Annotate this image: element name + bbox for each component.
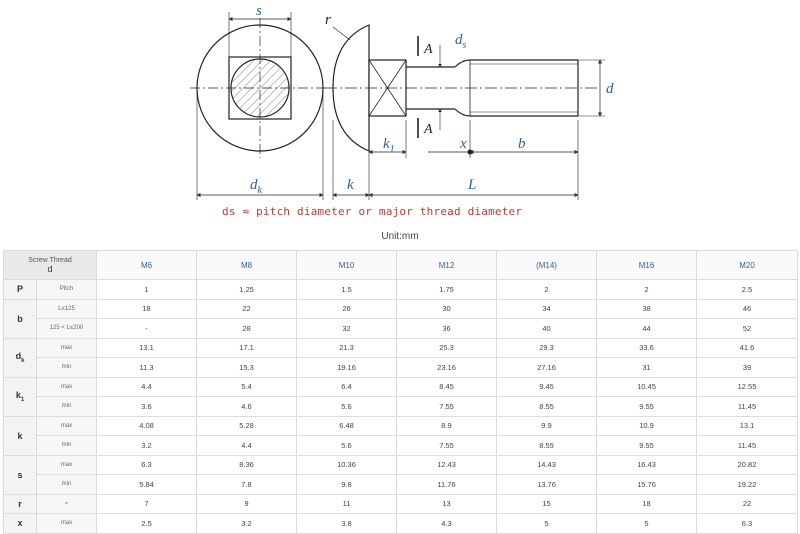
value-cell: 3.2 [197, 514, 297, 534]
value-cell: 26 [297, 299, 397, 319]
value-cell: 46 [697, 299, 798, 319]
spec-table [3, 250, 798, 534]
dimension-symbol: x [4, 514, 37, 534]
dimension-symbol: $k_1$ [4, 377, 37, 416]
size-header: (M14) [497, 251, 597, 280]
condition-cell: min [37, 436, 97, 456]
table-row [4, 514, 798, 534]
value-cell: 33.6 [597, 338, 697, 358]
side-view [325, 25, 605, 200]
value-cell: 16.43 [597, 455, 697, 475]
size-header: M20 [697, 251, 798, 280]
table-row [4, 436, 798, 456]
value-cell: 20.82 [697, 455, 798, 475]
value-cell: 3.2 [97, 436, 197, 456]
condition-cell: max [37, 455, 97, 475]
table-row [4, 455, 798, 475]
value-cell: 1.75 [397, 280, 497, 300]
value-cell: 9 [197, 494, 297, 514]
value-cell: 5.28 [197, 416, 297, 436]
dimension-symbol: P [4, 280, 37, 300]
value-cell: 9.9 [497, 416, 597, 436]
value-cell: 23.16 [397, 358, 497, 378]
table-row [4, 319, 798, 339]
carriage-bolt-drawing [0, 0, 800, 228]
condition-cell: L≤125 [37, 299, 97, 319]
table-header-row [4, 251, 798, 280]
value-cell: 4.4 [97, 377, 197, 397]
value-cell: 44 [597, 319, 697, 339]
value-cell: 2.5 [97, 514, 197, 534]
value-cell: 5.6 [297, 436, 397, 456]
value-cell: 8.36 [197, 455, 297, 475]
value-cell: 1.5 [297, 280, 397, 300]
table-row [4, 358, 798, 378]
value-cell: 22 [197, 299, 297, 319]
dimension-symbol: r [4, 494, 37, 514]
value-cell: 38 [597, 299, 697, 319]
value-cell: 7 [97, 494, 197, 514]
value-cell: 2 [497, 280, 597, 300]
value-cell: 9.8 [297, 475, 397, 495]
value-cell: 27.16 [497, 358, 597, 378]
value-cell: 13.76 [497, 475, 597, 495]
value-cell: 3.6 [97, 397, 197, 417]
value-cell: 15.76 [597, 475, 697, 495]
value-cell: 5.6 [297, 397, 397, 417]
condition-cell: max [37, 338, 97, 358]
x-point-marker [468, 150, 473, 155]
table-row [4, 299, 798, 319]
value-cell: 1.25 [197, 280, 297, 300]
value-cell: 5 [497, 514, 597, 534]
table-row [4, 494, 798, 514]
value-cell: 6.4 [297, 377, 397, 397]
table-row [4, 280, 798, 300]
value-cell: 25.3 [397, 338, 497, 358]
label-x: x [460, 136, 467, 152]
value-cell: 8.9 [397, 416, 497, 436]
value-cell: 8.55 [497, 397, 597, 417]
dimension-symbol: $d_k$ [4, 338, 37, 377]
screw-thread-header: Screw Thread d [4, 251, 97, 280]
unit-label: Unit:mm [381, 231, 419, 242]
table-row [4, 397, 798, 417]
value-cell: 6.3 [97, 455, 197, 475]
value-cell: 13.1 [97, 338, 197, 358]
dimension-symbol: k [4, 416, 37, 455]
label-ds: $d_s$ [455, 32, 467, 51]
value-cell: 4.6 [197, 397, 297, 417]
value-cell: 28 [197, 319, 297, 339]
value-cell: 13 [397, 494, 497, 514]
label-a-bottom: A [424, 122, 433, 137]
value-cell: 29.3 [497, 338, 597, 358]
value-cell: 10.9 [597, 416, 697, 436]
label-a-top: A [424, 42, 433, 57]
condition-cell: max [37, 514, 97, 534]
condition-cell: 125 < L≤200 [37, 319, 97, 339]
label-k1: $k_1$ [383, 136, 395, 155]
value-cell: 5.84 [97, 475, 197, 495]
value-cell: 41.6 [697, 338, 798, 358]
value-cell: 10.45 [597, 377, 697, 397]
value-cell: 31 [597, 358, 697, 378]
value-cell: 3.8 [297, 514, 397, 534]
dimension-symbol: b [4, 299, 37, 338]
value-cell: 5.4 [197, 377, 297, 397]
value-cell: 21.3 [297, 338, 397, 358]
value-cell: 1 [97, 280, 197, 300]
label-b: b [518, 136, 526, 152]
value-cell: 2 [597, 280, 697, 300]
condition-cell: min [37, 397, 97, 417]
value-cell: 12.43 [397, 455, 497, 475]
value-cell: 7.55 [397, 436, 497, 456]
dimension-symbol: s [4, 455, 37, 494]
value-cell: 15 [497, 494, 597, 514]
value-cell: 4.08 [97, 416, 197, 436]
value-cell: 8.55 [497, 436, 597, 456]
value-cell: 15.3 [197, 358, 297, 378]
size-header: M6 [97, 251, 197, 280]
value-cell: 9.55 [597, 397, 697, 417]
value-cell: 18 [597, 494, 697, 514]
value-cell: 9.55 [597, 436, 697, 456]
table-row [4, 475, 798, 495]
value-cell: 39 [697, 358, 798, 378]
value-cell: 13.1 [697, 416, 798, 436]
value-cell: 4.3 [397, 514, 497, 534]
value-cell: - [97, 319, 197, 339]
label-l: L [468, 177, 477, 193]
drawing-note: ds ≈ pitch diameter or major thread diameter [222, 205, 523, 218]
value-cell: 17.1 [197, 338, 297, 358]
condition-cell: max [37, 416, 97, 436]
end-view [190, 12, 330, 200]
size-header: M8 [197, 251, 297, 280]
value-cell: 19.16 [297, 358, 397, 378]
value-cell: 2.5 [697, 280, 798, 300]
condition-cell: ≈ [37, 494, 97, 514]
value-cell: 6.3 [697, 514, 798, 534]
table-row [4, 338, 798, 358]
condition-cell: Pitch [37, 280, 97, 300]
table-row [4, 416, 798, 436]
value-cell: 34 [497, 299, 597, 319]
value-cell: 18 [97, 299, 197, 319]
value-cell: 14.43 [497, 455, 597, 475]
label-d: d [606, 81, 614, 97]
size-header: M10 [297, 251, 397, 280]
value-cell: 22 [697, 494, 798, 514]
condition-cell: min [37, 358, 97, 378]
size-header: M16 [597, 251, 697, 280]
value-cell: 11.45 [697, 397, 798, 417]
label-r: r [325, 12, 331, 28]
table-row [4, 377, 798, 397]
value-cell: 6.48 [297, 416, 397, 436]
value-cell: 7.8 [197, 475, 297, 495]
value-cell: 32 [297, 319, 397, 339]
value-cell: 12.55 [697, 377, 798, 397]
value-cell: 10.36 [297, 455, 397, 475]
condition-cell: min [37, 475, 97, 495]
value-cell: 40 [497, 319, 597, 339]
condition-cell: max [37, 377, 97, 397]
value-cell: 11 [297, 494, 397, 514]
value-cell: 9.45 [497, 377, 597, 397]
value-cell: 36 [397, 319, 497, 339]
value-cell: 52 [697, 319, 798, 339]
value-cell: 11.45 [697, 436, 798, 456]
label-s: s [256, 3, 262, 19]
value-cell: 30 [397, 299, 497, 319]
value-cell: 19.22 [697, 475, 798, 495]
label-dk: $d_k$ [250, 177, 262, 196]
value-cell: 11.76 [397, 475, 497, 495]
size-header: M12 [397, 251, 497, 280]
value-cell: 4.4 [197, 436, 297, 456]
value-cell: 11.3 [97, 358, 197, 378]
value-cell: 5 [597, 514, 697, 534]
label-k: k [347, 177, 354, 193]
value-cell: 8.45 [397, 377, 497, 397]
value-cell: 7.55 [397, 397, 497, 417]
